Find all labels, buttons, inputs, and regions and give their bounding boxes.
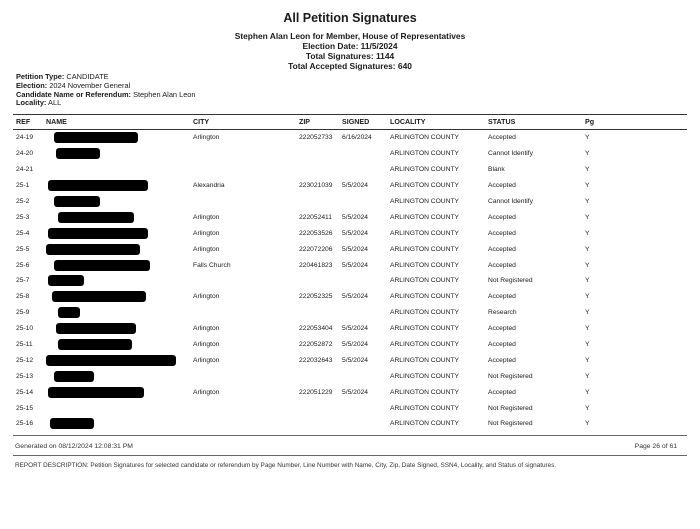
table-row: [13, 384, 687, 400]
cell-status: Accepted: [488, 229, 516, 237]
cell-pg: Y: [585, 356, 590, 364]
cell-status: Accepted: [488, 293, 516, 301]
cell-city: [190, 416, 296, 432]
cell-zip: [296, 273, 339, 289]
cell-pg: Y: [585, 198, 590, 205]
table-row: [13, 225, 687, 241]
cell-ref: 25-1: [16, 182, 30, 190]
cell-locality: ARLINGTON COUNTY: [390, 134, 459, 142]
table-row: [13, 209, 687, 225]
cell-ref: 24-20: [16, 150, 34, 158]
cell-pg: Y: [585, 182, 590, 190]
column-header-ref: REF: [13, 115, 43, 130]
cell-signed: 5/5/2024: [342, 356, 369, 364]
cell-city: [190, 305, 296, 321]
cell-locality: ARLINGTON COUNTY: [390, 420, 459, 428]
redacted-name-bar: [54, 260, 150, 271]
table-row: [13, 400, 687, 416]
table-header-row: [13, 115, 687, 130]
table-row: [13, 368, 687, 384]
cell-signed: [339, 194, 387, 210]
cell-status: Not Registered: [488, 404, 533, 412]
cell-locality: ARLINGTON COUNTY: [390, 261, 459, 269]
cell-name: [43, 225, 190, 241]
cell-status: Accepted: [488, 134, 516, 142]
cell-city: [190, 400, 296, 416]
cell-signed: 5/5/2024: [342, 229, 369, 237]
table-row: [13, 194, 687, 210]
cell-locality: ARLINGTON COUNTY: [390, 293, 459, 301]
table-row: [13, 273, 687, 289]
redacted-name-bar: [58, 307, 80, 318]
cell-pg: Y: [585, 388, 590, 396]
cell-locality: ARLINGTON COUNTY: [390, 182, 459, 190]
locality-line: [16, 99, 196, 108]
cell-zip: 222052411: [299, 213, 332, 221]
cell-pg: Y: [585, 277, 590, 285]
cell-status: Accepted: [488, 388, 516, 396]
cell-name: [43, 352, 190, 368]
cell-signed: [339, 162, 387, 178]
cell-signed: [339, 416, 387, 432]
redacted-name-bar: [46, 244, 140, 255]
cell-ref: 25-6: [16, 261, 30, 269]
redacted-name-bar: [56, 323, 136, 334]
cell-signed: 5/5/2024: [342, 293, 369, 301]
cell-name: [43, 130, 190, 146]
cell-name: [43, 257, 190, 273]
page-number: Page 26 of 61: [634, 443, 677, 450]
redacted-name-bar: [54, 196, 100, 207]
cell-pg: Y: [585, 341, 590, 349]
cell-name: [43, 289, 190, 305]
cell-status: Blank: [488, 166, 505, 174]
redacted-name-bar: [54, 371, 94, 382]
cell-name: [43, 162, 190, 178]
locality-label: Locality:: [16, 98, 47, 108]
cell-zip: [296, 146, 339, 162]
table-row: [13, 289, 687, 305]
cell-name: [43, 400, 190, 416]
cell-locality: ARLINGTON COUNTY: [390, 325, 459, 333]
cell-ref: 25-5: [16, 245, 30, 253]
cell-name: [43, 305, 190, 321]
cell-status: Accepted: [488, 261, 516, 269]
petition-info: [16, 73, 196, 108]
locality-value: ALL: [48, 98, 62, 108]
cell-pg: Y: [585, 325, 590, 333]
redacted-name-bar: [58, 339, 132, 350]
cell-pg: Y: [585, 134, 590, 142]
cell-ref: 25-8: [16, 293, 30, 301]
cell-pg: Y: [585, 420, 590, 428]
cell-ref: 25-9: [16, 309, 30, 317]
cell-locality: ARLINGTON COUNTY: [390, 245, 459, 253]
cell-zip: 222053404: [299, 325, 333, 333]
cell-pg: Y: [585, 213, 590, 221]
cell-name: [43, 209, 190, 225]
cell-zip: [296, 416, 339, 432]
cell-city: [190, 368, 296, 384]
cell-locality: ARLINGTON COUNTY: [390, 229, 459, 237]
table-row: [13, 241, 687, 257]
redacted-name-bar: [54, 132, 138, 143]
cell-ref: 25-11: [16, 341, 33, 349]
cell-locality: ARLINGTON COUNTY: [390, 309, 459, 317]
cell-signed: 5/5/2024: [342, 261, 369, 269]
cell-pg: Y: [585, 309, 590, 317]
cell-zip: [296, 194, 339, 210]
cell-pg: Y: [585, 293, 590, 301]
cell-signed: 5/5/2024: [342, 341, 369, 349]
cell-city: Arlington: [193, 293, 220, 301]
redacted-name-bar: [56, 148, 100, 159]
cell-status: Accepted: [488, 182, 516, 190]
cell-city: Arlington: [193, 213, 220, 221]
cell-ref: 25-15: [16, 404, 34, 412]
cell-ref: 25-13: [16, 372, 34, 380]
cell-status: Not Registered: [488, 277, 533, 285]
cell-pg: Y: [585, 404, 590, 412]
cell-ref: 25-10: [16, 325, 34, 333]
cell-ref: 25-7: [16, 277, 30, 285]
redacted-name-bar: [52, 291, 146, 302]
cell-ref: 25-2: [16, 198, 30, 205]
cell-status: Accepted: [488, 341, 516, 349]
report-description: REPORT DESCRIPTION: Petition Signatures for selected candidate or referendum by Page Number, Line Number with Name, City, Zip, Date Signed, SSN4, Locality, and Status of signatures.: [15, 462, 557, 469]
cell-status: Accepted: [488, 213, 516, 221]
generated-timestamp: Generated on 08/12/2024 12:08:31 PM: [15, 443, 133, 450]
cell-zip: 222052325: [299, 293, 333, 301]
column-header-name: NAME: [43, 115, 190, 130]
signatures-table-body: [13, 130, 687, 432]
cell-name: [43, 273, 190, 289]
table-row: [13, 130, 687, 146]
redacted-name-bar: [48, 387, 144, 398]
cell-zip: 222032643: [299, 356, 333, 364]
cell-status: Not Registered: [488, 372, 533, 380]
cell-zip: [296, 368, 339, 384]
cell-zip: 222051229: [299, 388, 333, 396]
cell-signed: 6/16/2024: [342, 134, 372, 142]
cell-signed: [339, 368, 387, 384]
cell-zip: [296, 162, 339, 178]
signatures-table: [13, 114, 687, 432]
cell-city: Arlington: [193, 134, 220, 142]
cell-zip: 222052733: [299, 134, 333, 142]
cell-locality: ARLINGTON COUNTY: [390, 277, 459, 285]
cell-zip: 222053526: [299, 229, 333, 237]
cell-city: Arlington: [193, 388, 220, 396]
cell-pg: Y: [585, 166, 590, 174]
cell-ref: 25-12: [16, 356, 34, 364]
cell-pg: Y: [585, 150, 590, 158]
cell-status: Accepted: [488, 325, 516, 333]
cell-name: [43, 146, 190, 162]
column-header-city: CITY: [190, 115, 296, 130]
footer-divider: [13, 435, 687, 436]
redacted-name-bar: [46, 355, 176, 366]
cell-name: [43, 178, 190, 194]
cell-locality: ARLINGTON COUNTY: [390, 166, 459, 174]
table-row: [13, 178, 687, 194]
cell-name: [43, 337, 190, 353]
cell-city: [190, 194, 296, 210]
table-row: [13, 257, 687, 273]
cell-signed: [339, 146, 387, 162]
cell-zip: 223021039: [299, 182, 333, 190]
redacted-name-bar: [48, 228, 148, 239]
petition-type-value: CANDIDATE: [66, 72, 109, 81]
cell-name: [43, 384, 190, 400]
election-label: Election:: [16, 80, 48, 90]
table-row: [13, 416, 687, 432]
cell-locality: ARLINGTON COUNTY: [390, 213, 459, 221]
table-row: [13, 321, 687, 337]
redacted-name-bar: [48, 275, 84, 286]
total-accepted-signatures: Total Accepted Signatures: 640: [288, 61, 412, 71]
cell-zip: [296, 305, 339, 321]
cell-status: Cannot Identify: [488, 198, 533, 205]
total-signatures: Total Signatures: 1144: [305, 51, 395, 61]
redacted-name-bar: [48, 180, 148, 191]
cell-city: [190, 162, 296, 178]
table-row: [13, 337, 687, 353]
cell-locality: ARLINGTON COUNTY: [390, 404, 459, 412]
cell-zip: [296, 400, 339, 416]
cell-locality: ARLINGTON COUNTY: [390, 198, 459, 205]
cell-ref: 24-19: [16, 134, 34, 142]
report-title: All Petition Signatures: [283, 11, 417, 25]
cell-city: [190, 146, 296, 162]
column-header-signed: SIGNED: [339, 115, 387, 130]
cell-status: Accepted: [488, 356, 516, 364]
column-header-pg: Pg: [582, 115, 687, 130]
cell-ref: 24-21: [16, 166, 34, 174]
cell-name: [43, 194, 190, 210]
column-header-zip: ZIP: [296, 115, 339, 130]
cell-ref: 25-4: [16, 229, 30, 237]
cell-locality: ARLINGTON COUNTY: [390, 356, 459, 364]
cell-locality: ARLINGTON COUNTY: [390, 341, 459, 349]
cell-signed: 5/5/2024: [342, 213, 369, 221]
cell-pg: Y: [585, 261, 590, 269]
cell-status: Research: [488, 309, 517, 317]
cell-name: [43, 416, 190, 432]
cell-city: Arlington: [193, 356, 220, 364]
cell-locality: ARLINGTON COUNTY: [390, 150, 459, 158]
candidate-label: Candidate Name or Referendum:: [16, 89, 131, 99]
cell-pg: Y: [585, 372, 590, 380]
candidate-line: Stephen Alan Leon for Member, House of Representatives: [234, 31, 466, 41]
cell-status: Cannot Identify: [488, 150, 533, 158]
cell-pg: Y: [585, 245, 590, 253]
cell-zip: 220461823: [299, 261, 333, 269]
column-header-status: STATUS: [485, 115, 582, 130]
election-value: 2024 November General: [49, 80, 131, 90]
petition-type-label: Petition Type:: [16, 72, 65, 81]
cell-signed: 5/5/2024: [342, 182, 369, 190]
cell-city: Arlington: [193, 341, 220, 349]
election-date: Election Date: 11/5/2024: [302, 41, 398, 51]
cell-city: Alexandria: [193, 182, 225, 190]
table-row: [13, 305, 687, 321]
candidate-value: Stephen Alan Leon: [133, 89, 196, 99]
cell-ref: 25-3: [16, 213, 30, 221]
cell-ref: 25-16: [16, 420, 34, 428]
cell-zip: 222052872: [299, 341, 333, 349]
cell-city: Falls Church: [193, 261, 231, 269]
redacted-name-bar: [50, 418, 94, 429]
redacted-name-bar: [58, 212, 134, 223]
cell-signed: 5/5/2024: [342, 245, 369, 253]
cell-signed: 5/5/2024: [342, 325, 369, 333]
cell-locality: ARLINGTON COUNTY: [390, 372, 459, 380]
table-row: [13, 146, 687, 162]
cell-locality: ARLINGTON COUNTY: [390, 388, 459, 396]
cell-city: [190, 273, 296, 289]
cell-status: Accepted: [488, 245, 516, 253]
table-row: [13, 352, 687, 368]
cell-signed: 5/5/2024: [342, 388, 369, 396]
cell-signed: [339, 305, 387, 321]
column-header-locality: LOCALITY: [387, 115, 485, 130]
cell-zip: 222072206: [299, 245, 333, 253]
cell-pg: Y: [585, 229, 590, 237]
cell-signed: [339, 400, 387, 416]
cell-ref: 25-14: [16, 388, 34, 396]
cell-name: [43, 241, 190, 257]
cell-status: Not Registered: [488, 420, 533, 428]
cell-name: [43, 368, 190, 384]
cell-name: [43, 321, 190, 337]
cell-city: Arlington: [193, 229, 220, 237]
cell-city: Arlington: [193, 325, 220, 333]
cell-signed: [339, 273, 387, 289]
table-row: [13, 162, 687, 178]
report-divider: [13, 455, 687, 456]
cell-city: Arlington: [193, 245, 220, 253]
